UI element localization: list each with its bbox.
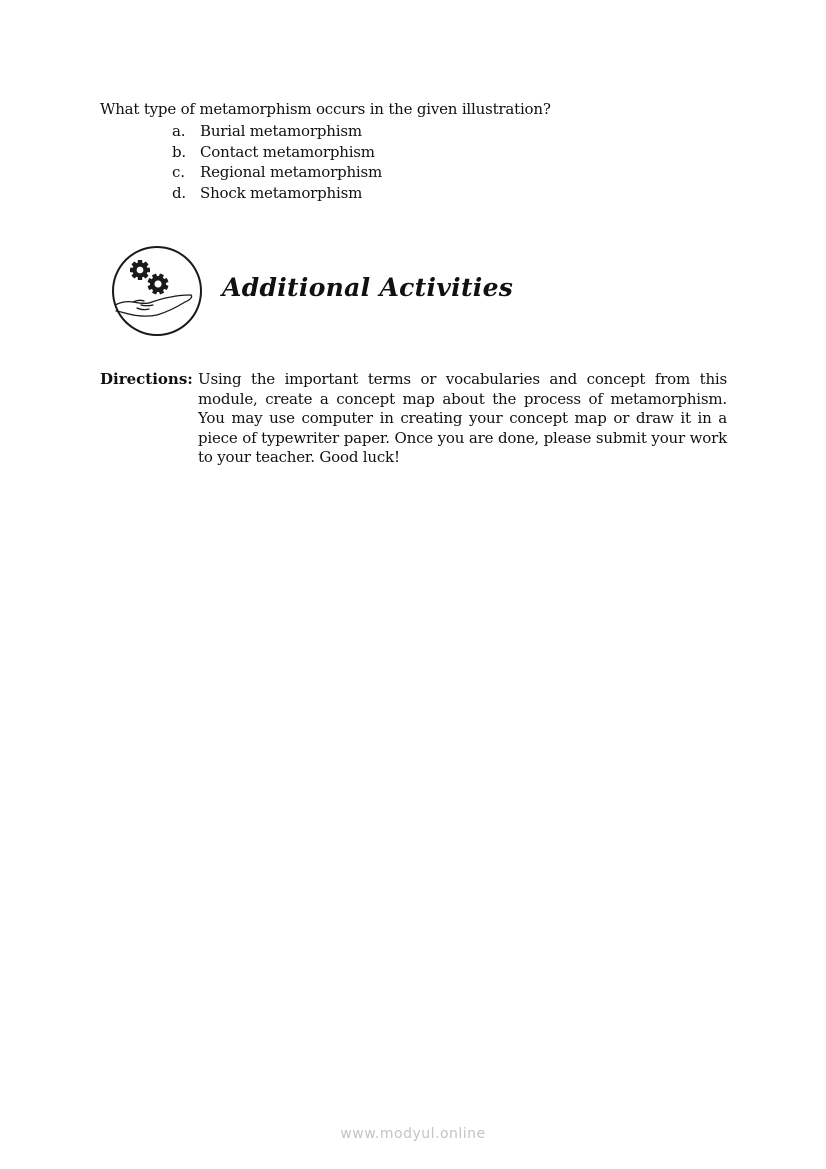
choice-a <box>172 121 382 142</box>
choice-text: Contact metamorphism <box>200 142 375 161</box>
answer-choices <box>172 121 382 204</box>
choice-d <box>172 183 382 204</box>
question-text: What type of metamorphism occurs in the given illustration? <box>100 100 551 118</box>
choice-c <box>172 162 382 183</box>
choice-letter: d. <box>172 184 186 203</box>
choice-text: Burial metamorphism <box>200 122 362 140</box>
section-title: Additional Activities <box>222 273 514 302</box>
choice-letter: c. <box>172 163 185 182</box>
directions-label: Directions: <box>100 370 193 388</box>
choice-letter: b. <box>172 142 186 161</box>
choice-text: Shock metamorphism <box>200 184 363 203</box>
gears-in-hand-icon <box>111 245 203 337</box>
directions-text: Using the important terms or vocabularies and concept from this module, create a concept map about the process of metamorphism. You may use computer in creating your concept map or draw it in a piece of typewriter paper. Once you are done, please submit your work to your teacher. Good luck! <box>198 370 727 466</box>
choice-text: Regional metamorphism <box>200 163 383 182</box>
choice-b <box>172 142 382 163</box>
watermark: www.modyul.online <box>340 1126 486 1142</box>
choice-letter: a. <box>172 122 186 140</box>
